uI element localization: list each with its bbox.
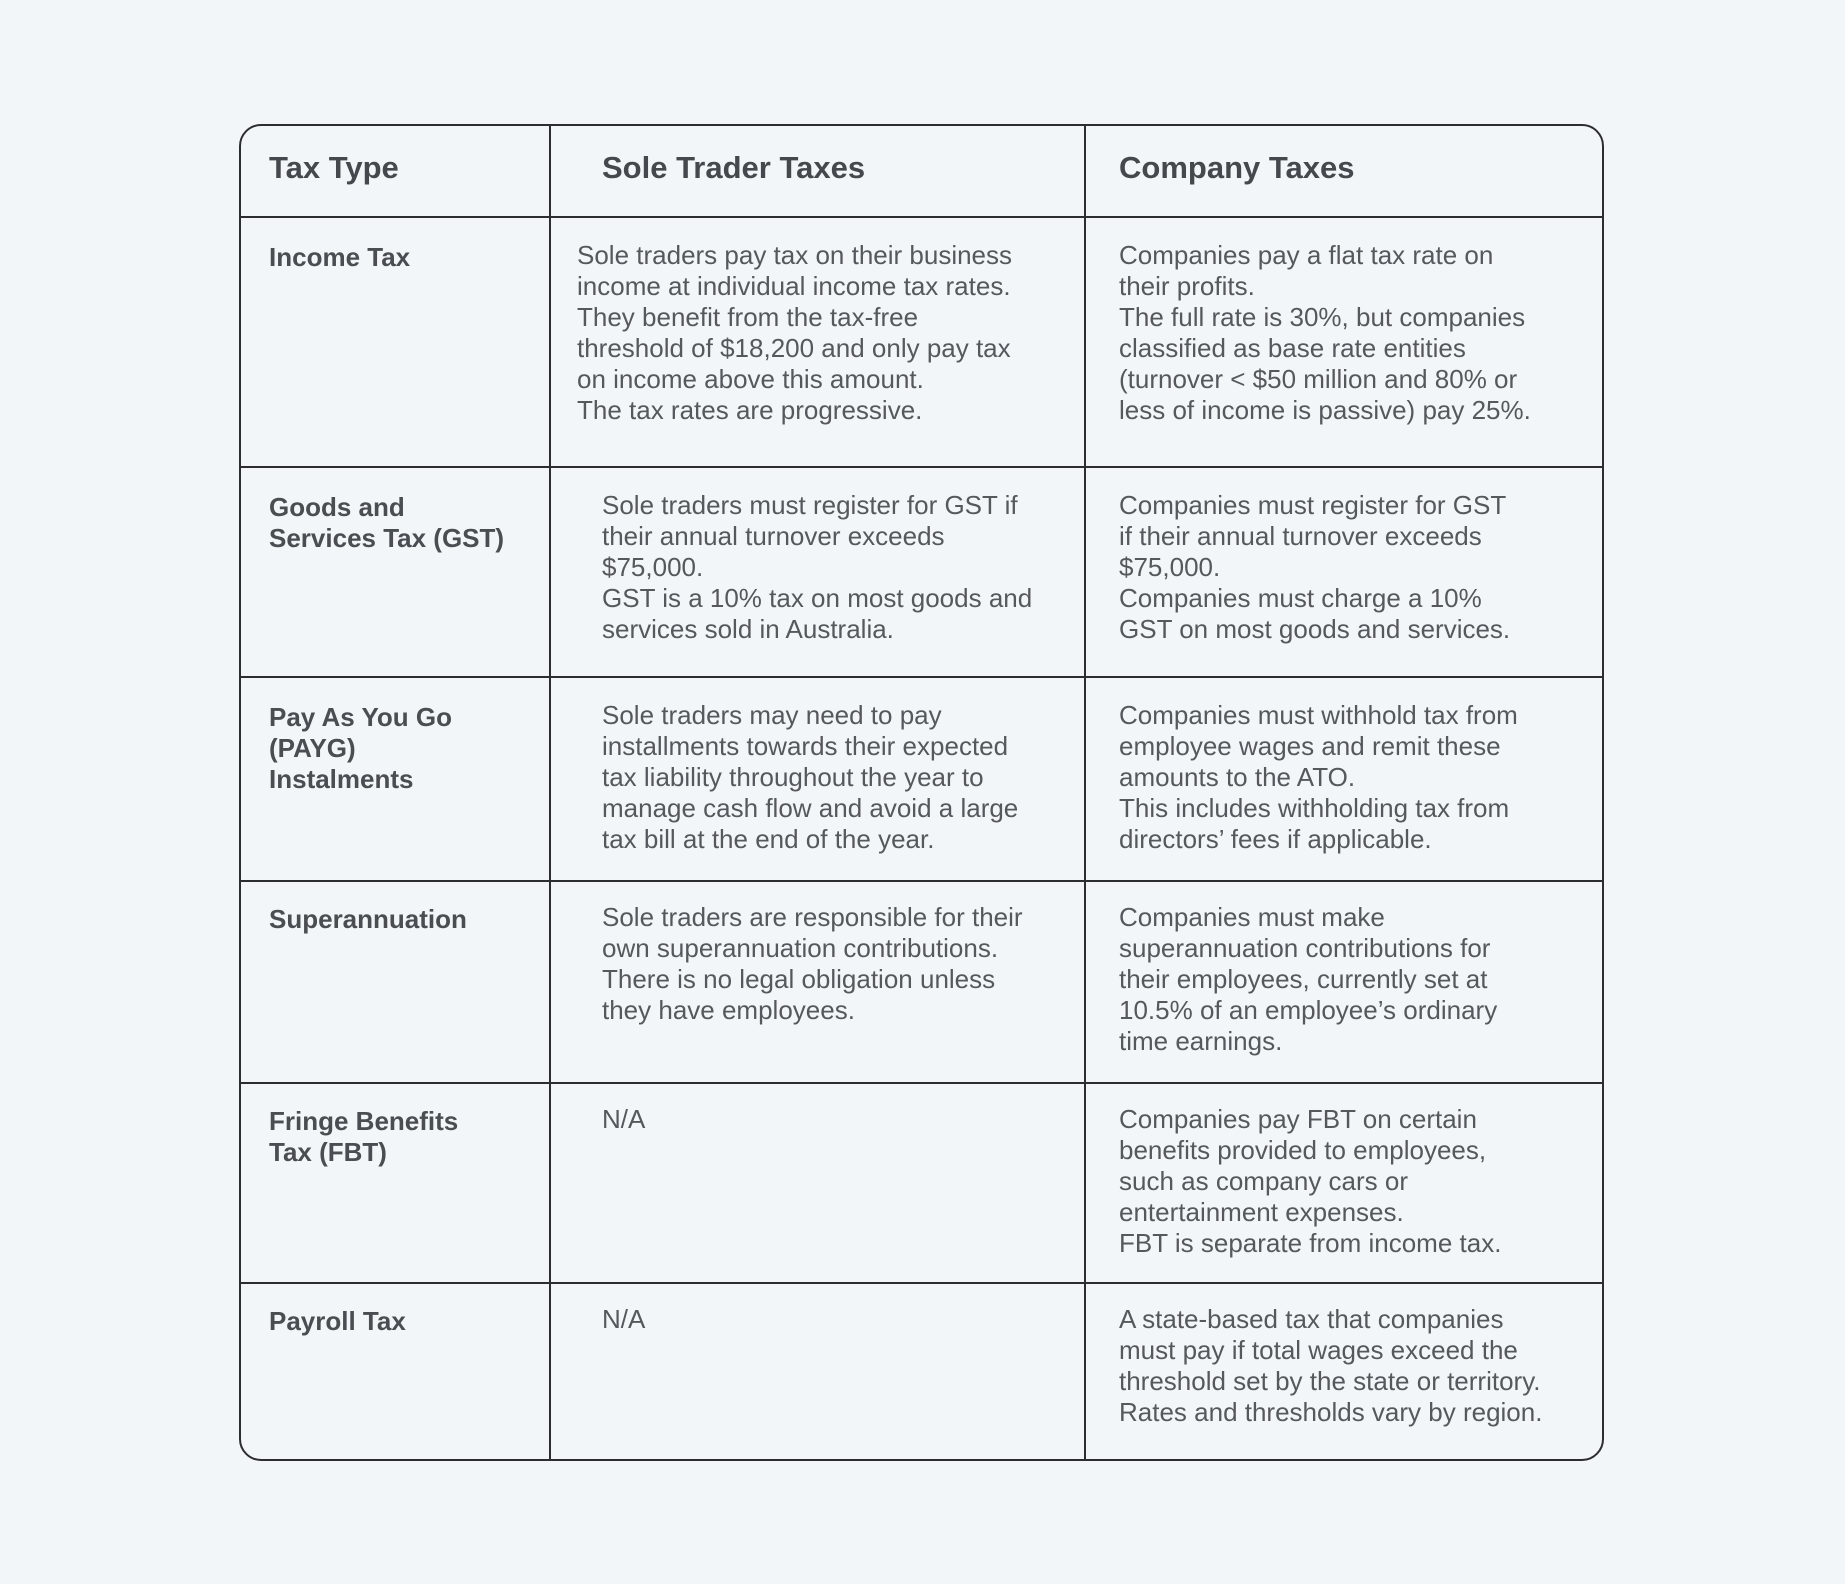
sole-trader-cell (551, 218, 1086, 466)
sole-trader-cell (551, 468, 1086, 676)
sole-trader-text: N/A (602, 1304, 646, 1334)
sole-trader-text: N/A (602, 1104, 646, 1134)
tax-type-cell (241, 882, 551, 1082)
tax-type-label: Payroll Tax (269, 1306, 406, 1336)
header-cell-sole-trader (551, 126, 1086, 216)
company-cell (1086, 1284, 1602, 1461)
header-company-taxes: Company Taxes (1119, 150, 1355, 185)
header-cell-tax-type (241, 126, 551, 216)
header-sole-trader-taxes: Sole Trader Taxes (602, 150, 866, 185)
header-tax-type: Tax Type (269, 150, 399, 185)
tax-type-label: Pay As You Go (PAYG) Instalments (269, 702, 453, 794)
table-row (241, 468, 1602, 678)
tax-comparison-table (239, 124, 1604, 1461)
sole-trader-text: Sole traders pay tax on their business income at individual income tax rates. They benefit from the tax-free threshold of $18,200 and only pay tax on income above this amount. The tax rates are progressive. (577, 240, 1013, 425)
sole-trader-text: Sole traders may need to pay installments towards their expected tax liability throughout the year to manage cash flow and avoid a large tax bill at the end of the year. (602, 700, 1019, 854)
table-row (241, 218, 1602, 468)
sole-trader-cell (551, 678, 1086, 880)
company-cell (1086, 468, 1602, 676)
sole-trader-text: Sole traders are responsible for their own superannuation contributions. There is no legal obligation unless they have employees. (602, 902, 1023, 1025)
company-cell (1086, 678, 1602, 880)
sole-trader-text: Sole traders must register for GST if their annual turnover exceeds $75,000. GST is a 10% tax on most goods and services sold in Australia. (602, 490, 1033, 644)
company-cell (1086, 882, 1602, 1082)
header-cell-company (1086, 126, 1602, 216)
tax-type-label: Income Tax (269, 242, 411, 272)
company-text: Companies pay a flat tax rate on their profits. The full rate is 30%, but companies classified as base rate entities (turnover < $50 million and 80% or less of income is passive) pay 25%. (1119, 240, 1531, 425)
tax-type-cell (241, 678, 551, 880)
company-cell (1086, 1084, 1602, 1282)
tax-type-cell (241, 468, 551, 676)
tax-type-cell (241, 218, 551, 466)
company-text: Companies must make superannuation contributions for their employees, currently set at 10.5% of an employee’s ordinary time earnings. (1119, 902, 1498, 1056)
company-text: Companies must register for GST if their annual turnover exceeds $75,000. Companies must charge a 10% GST on most goods and services. (1119, 490, 1511, 644)
sole-trader-cell (551, 1084, 1086, 1282)
company-text: A state-based tax that companies must pay if total wages exceed the threshold set by the state or territory. Rates and thresholds vary by region. (1119, 1304, 1543, 1427)
tax-type-cell (241, 1084, 551, 1282)
sole-trader-cell (551, 1284, 1086, 1461)
table-row (241, 1084, 1602, 1284)
tax-type-label: Goods and Services Tax (GST) (269, 492, 505, 553)
company-text: Companies must withhold tax from employee wages and remit these amounts to the ATO. This includes withholding tax from directors’ fees if applicable. (1119, 700, 1518, 854)
company-text: Companies pay FBT on certain benefits provided to employees, such as company cars or entertainment expenses. FBT is separate from income tax. (1119, 1104, 1502, 1258)
table-header-row (241, 126, 1602, 218)
table-row (241, 882, 1602, 1084)
tax-type-label: Fringe Benefits Tax (FBT) (269, 1106, 459, 1167)
table-row (241, 678, 1602, 882)
tax-type-label: Superannuation (269, 904, 467, 934)
tax-type-cell (241, 1284, 551, 1461)
sole-trader-cell (551, 882, 1086, 1082)
table-row (241, 1284, 1602, 1461)
company-cell (1086, 218, 1602, 466)
